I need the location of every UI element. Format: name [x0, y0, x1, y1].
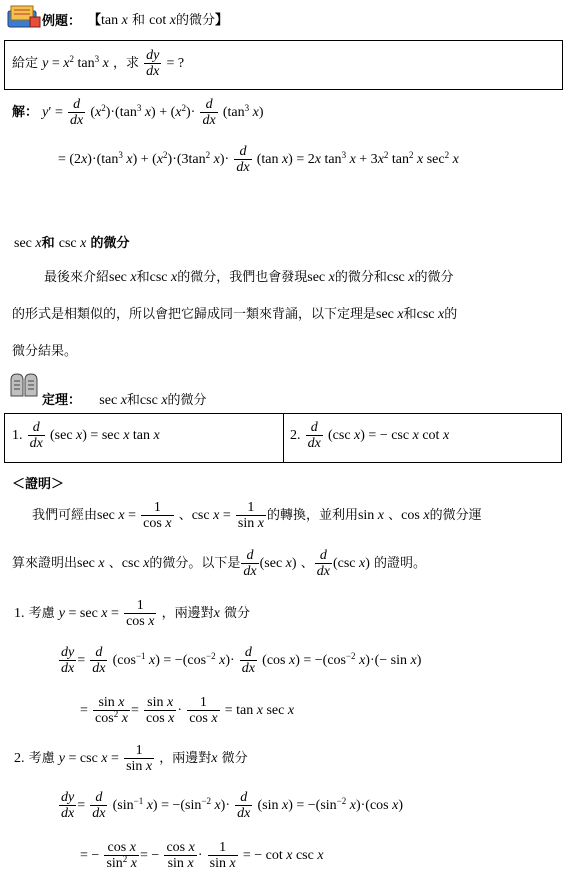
section-heading: sec x和 csc x 的微分 — [14, 236, 130, 251]
theorem-item-2: 2. $\frac{d}{dx}$ (csc x) = − csc x cot x — [290, 420, 450, 451]
proof-heading: ＜證明＞ — [12, 477, 65, 492]
theorem-title: 定理： sec x和csc x的微分 — [42, 393, 207, 408]
proof-step-1-line-1: $\frac{dy}{dx}$ = $\frac{d}{dx}$ ($\cos^{-1}$ $x) = -(\cos^{-2}$ x)· $\frac{d}{dx}$ (cos $x) = -(\cos^{-2}$ x)·(− sin x) — [61, 645, 422, 676]
intro-paragraph-line-1: 最後來介紹sec x和csc x的微分，我們也會發現sec x的微分和csc x的微分 — [44, 270, 454, 285]
solution-line-2: = $(2x)\cdot(\tan^3$ $x) + (x^2)\cdot(3\tan^2$ x)· $\frac{d}{dx}$ (tan x) = 2x $\tan^3 x + 3x^2$ $\tan^2 x$ $\sec^2 x$ — [58, 144, 459, 175]
proof-paragraph-line-1: 我們可經由sec x = $\frac{1}{\text{cos x}}$ 、csc x = $\frac{1}{\text{sin x}}$ 的轉換，並利用sin x 、cos x的微分運 — [32, 500, 482, 531]
stone-tablet-icon — [8, 372, 42, 402]
proof-step-2-intro: 2. 考慮 y = csc x = $\frac{1}{\text{sin x}}$ ，兩邊對x 微分 — [14, 743, 248, 774]
book-icon — [6, 3, 42, 35]
theorem-item-1: 1. $\frac{d}{dx}$ (sec x) = sec x tan x — [12, 420, 160, 451]
proof-paragraph-line-2: 算來證明出sec x 、csc x的微分。以下是 $\frac{d}{dx}$ (sec x) 、 $\frac{d}{dx}$ (csc x) 的證明。 — [12, 548, 427, 579]
proof-step-2-line-1: $\frac{dy}{dx}$ = $\frac{d}{dx}$ ($\sin^{-1}$ $x) = -(\sin^{-2}$ x)· $\frac{d}{dx}$ (sin $x) = -(\sin^{-2}$ x)·(cos x) — [61, 790, 404, 821]
problem-statement: 給定 $y = x^2$ $\tan^3 x$ ，求 $\frac{dy}{dx}$ = ? — [12, 48, 185, 79]
intro-paragraph-line-3: 微分結果。 — [12, 344, 78, 359]
solution-line-1: 解： y′ = $\frac{d}{dx}$ $(x^2)\cdot(\tan^3$ $x) + (x^2)\cdot$ $\frac{d}{dx}$ ($\tan^3$ x) — [12, 97, 264, 128]
intro-paragraph-line-2: 的形式是相類似的，所以會把它歸成同一類來背誦，以下定理是sec x和csc x的 — [12, 307, 458, 322]
proof-step-2-line-2: = − $\frac{\text{cos x}}{\sin^2 x}$ = − $\frac{\text{cos x}}{\text{sin x}}$ · $\frac{1}{\text{sin x}}$ = − cot x csc x — [80, 840, 324, 871]
example-label: 例題： — [42, 14, 82, 29]
proof-step-1-intro: 1. 考慮 y = sec x = $\frac{1}{\text{cos x}}$ ，兩邊對x 微分 — [14, 598, 250, 629]
example-title: 【tan x 和 cot x的微分】 — [88, 13, 228, 28]
theorem-table-divider — [283, 413, 284, 462]
proof-step-1-line-2: = $\frac{\text{sin x}}{\cos^2 x}$ = $\frac{\text{sin x}}{\text{cos x}}$ · $\frac{1}{\text{cos x}}$ = tan x sec x — [80, 695, 295, 726]
